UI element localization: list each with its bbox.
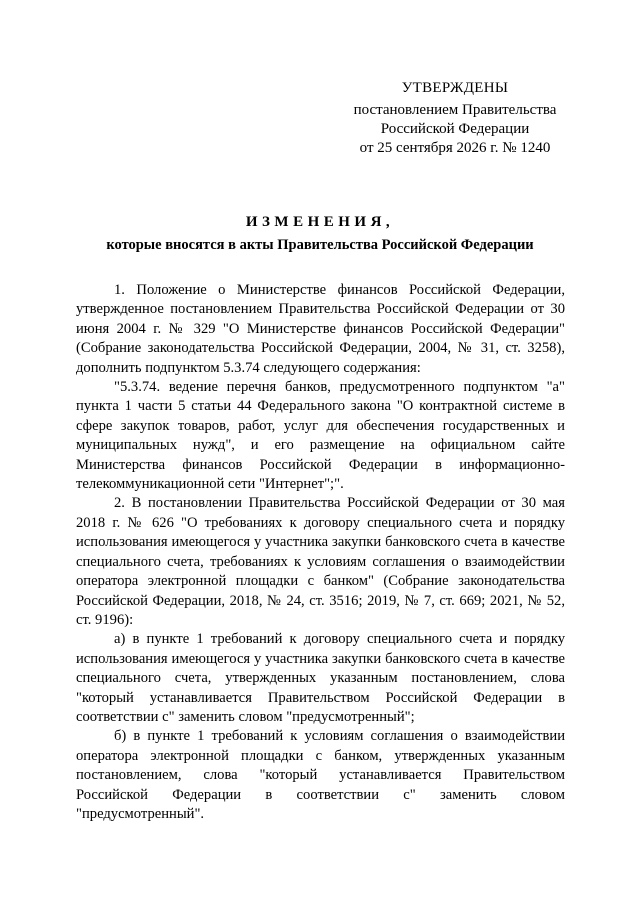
approval-line-1: постановлением Правительства bbox=[353, 102, 557, 118]
document-body bbox=[76, 281, 565, 824]
approval-heading: УТВЕРЖДЕНЫ bbox=[401, 80, 509, 96]
paragraph-2: "5.3.74. ведение перечня банков, предусмотренного подпунктом "а" пункта 1 части 5 статьи 44 Федерального закона "О контрактной системе в сфере закупок товаров, работ, услуг для обеспечения государственных и муниципальных нужд", и его размещение на официальном сайте Министерства финансов Российской Федерации в информационно-телекоммуникационной сети "Интернет";". bbox=[76, 379, 565, 493]
paragraph-4: а) в пункте 1 требований к договору специального счета и порядку использования имеющегося у участника закупки банковского счета в качестве специального счета, утвержденных указанным постановлением, слова "который устанавливается Правительством Российской Федерации в соответствии с" заменить словом "предусмотренный"; bbox=[76, 631, 565, 725]
approval-line-2: Российской Федерации bbox=[380, 121, 530, 137]
approval-line-3: от 25 сентября 2026 г. № 1240 bbox=[359, 140, 551, 156]
approval-block bbox=[340, 78, 570, 158]
paragraph-1: 1. Положение о Министерстве финансов Российской Федерации, утвержденное постановлением Правительства Российской Федерации от 30 июня 2004 г. № 329 "О Министерстве финансов Российской Федерации" (Собрание законодательства Российской Федерации, 2004, № 31, ст. 3258), дополнить подпунктом 5.3.74 следующего содержания: bbox=[76, 282, 565, 376]
document-subtitle: которые вносятся в акты Правительства Российской Федерации bbox=[106, 237, 534, 253]
paragraph-5: б) в пункте 1 требований к условиям соглашения о взаимодействии оператора электронной площадки с банком, утвержденных указанным постановлением, слова "который устанавливается Правительством Российской Федерации в соответствии с" заменить словом "предусмотренный". bbox=[76, 728, 565, 822]
paragraph-3: 2. В постановлении Правительства Российской Федерации от 30 мая 2018 г. № 626 "О требованиях к договору специального счета и порядку использования имеющегося у участника закупки банковского счета в качестве специального счета, требованиях к условиям соглашения о взаимодействии оператора электронной площадки с банком" (Собрание законодательства Российской Федерации, 2018, № 24, ст. 3516; 2019, № 7, ст. 669; 2021, № 52, ст. 9196): bbox=[76, 495, 565, 628]
document-title: ИЗМЕНЕНИЯ, bbox=[245, 214, 395, 230]
